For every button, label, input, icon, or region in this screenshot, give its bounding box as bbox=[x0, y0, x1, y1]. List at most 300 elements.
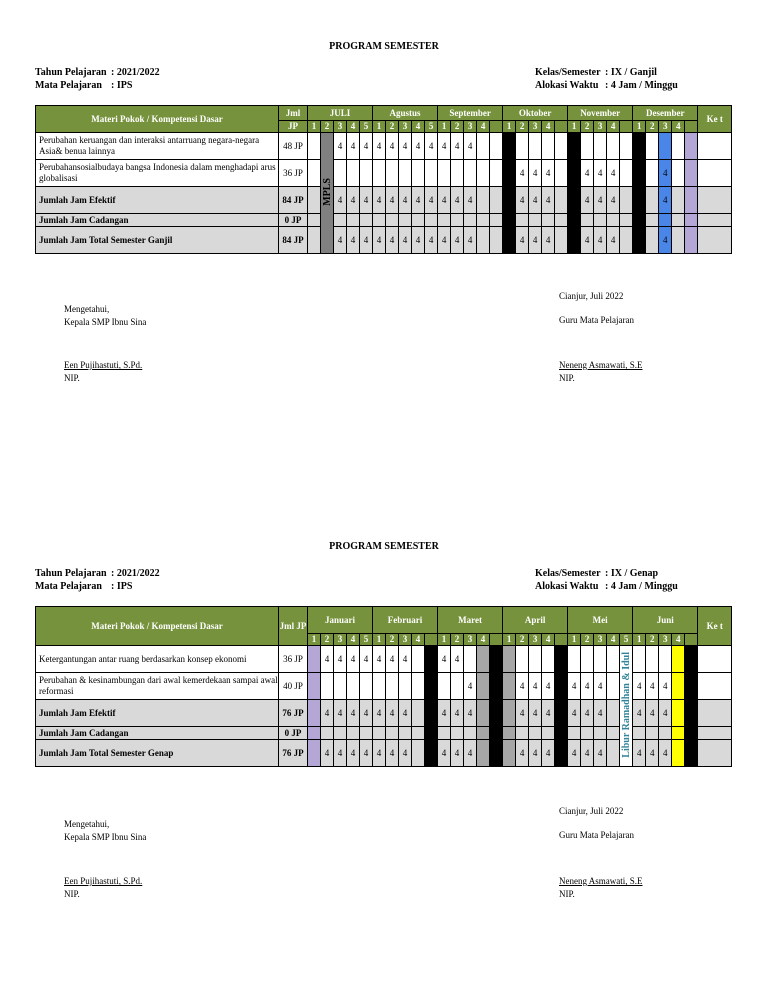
place-date-genap: Cianjur, Juli 2022 bbox=[559, 806, 624, 816]
week-cell: 4 bbox=[659, 227, 672, 254]
week-cell bbox=[477, 700, 490, 727]
week-cell bbox=[425, 214, 438, 227]
week-cell: 4 bbox=[529, 187, 542, 214]
week-cell bbox=[659, 214, 672, 227]
week-number: 3 bbox=[529, 121, 542, 133]
week-cell: 4 bbox=[633, 227, 646, 254]
week-cell bbox=[477, 673, 490, 700]
week-cell bbox=[308, 673, 321, 700]
kelas-label: Kelas/Semester bbox=[535, 67, 601, 78]
table-row bbox=[36, 160, 732, 187]
materi-cell: Jumlah Jam Total Semester Ganjil bbox=[36, 227, 279, 254]
week-number: 3 bbox=[529, 634, 542, 646]
week-cell: 4 bbox=[633, 187, 646, 214]
week-cell: 4 bbox=[581, 740, 594, 767]
week-cell bbox=[490, 673, 503, 700]
week-cell bbox=[516, 133, 529, 160]
week-cell bbox=[542, 646, 555, 673]
week-number: 4 bbox=[607, 121, 620, 133]
week-cell bbox=[360, 214, 373, 227]
week-cell bbox=[451, 160, 464, 187]
week-cell: 4 bbox=[425, 187, 438, 214]
ket-cell bbox=[698, 133, 732, 160]
week-cell: 4 bbox=[399, 133, 412, 160]
week-cell bbox=[672, 214, 685, 227]
week-cell bbox=[490, 740, 503, 767]
week-cell bbox=[373, 214, 386, 227]
week-cell: 4 bbox=[581, 160, 594, 187]
week-cell bbox=[607, 740, 620, 767]
header-materi: Materi Pokok / Kompetensi Dasar bbox=[36, 106, 279, 133]
week-cell bbox=[685, 740, 698, 767]
week-cell bbox=[646, 646, 659, 673]
week-cell: 4 bbox=[633, 740, 646, 767]
week-cell: 4 bbox=[451, 187, 464, 214]
week-cell bbox=[529, 646, 542, 673]
week-number: 2 bbox=[516, 634, 529, 646]
week-cell bbox=[581, 214, 594, 227]
week-cell: 4 bbox=[503, 227, 516, 254]
week-cell bbox=[607, 133, 620, 160]
week-cell: 4 bbox=[438, 646, 451, 673]
week-number: 2 bbox=[321, 121, 334, 133]
week-cell bbox=[620, 160, 633, 187]
month-header: Maret bbox=[438, 607, 503, 634]
week-number bbox=[490, 121, 503, 133]
week-cell: 4 bbox=[412, 227, 425, 254]
week-cell: 4 bbox=[386, 187, 399, 214]
week-cell bbox=[685, 700, 698, 727]
week-number: 5 bbox=[425, 121, 438, 133]
week-number: 5 bbox=[360, 121, 373, 133]
week-cell: 4 bbox=[334, 227, 347, 254]
materi-cell: Ketergantungan antar ruang berdasarkan konsep ekonomi bbox=[36, 646, 279, 673]
week-number: 1 bbox=[568, 634, 581, 646]
month-header: Januari bbox=[308, 607, 373, 634]
table-row bbox=[36, 646, 732, 673]
ket-cell bbox=[698, 160, 732, 187]
header-materi: Materi Pokok / Kompetensi Dasar bbox=[36, 607, 279, 646]
week-cell bbox=[438, 214, 451, 227]
week-cell bbox=[607, 646, 620, 673]
mpls-cell bbox=[321, 133, 334, 254]
week-cell bbox=[607, 727, 620, 740]
week-cell: 4 bbox=[334, 740, 347, 767]
week-cell: 4 bbox=[529, 740, 542, 767]
week-cell bbox=[386, 673, 399, 700]
week-cell bbox=[464, 214, 477, 227]
week-cell: 4 bbox=[594, 160, 607, 187]
guru-name: Neneng Asmawati, S.E bbox=[559, 876, 643, 886]
week-cell bbox=[503, 214, 516, 227]
jp-cell: 84 JP bbox=[279, 187, 308, 214]
week-cell: 4 bbox=[386, 700, 399, 727]
week-cell bbox=[672, 227, 685, 254]
week-cell bbox=[633, 727, 646, 740]
week-cell: 4 bbox=[568, 187, 581, 214]
materi-cell: Perubahansosialbudaya bangsa Indonesia dalam menghadapi arus globalisasi bbox=[36, 160, 279, 187]
kepala-name: Een Pujihastuti, S.Pd. bbox=[64, 360, 143, 370]
week-cell bbox=[477, 187, 490, 214]
week-cell: 4 bbox=[438, 133, 451, 160]
week-number: 1 bbox=[438, 634, 451, 646]
week-cell: 4 bbox=[438, 740, 451, 767]
week-cell bbox=[308, 160, 321, 187]
week-cell: 4 bbox=[646, 740, 659, 767]
program-semester-table-ganjil bbox=[35, 105, 732, 254]
week-cell bbox=[685, 160, 698, 187]
week-number: 3 bbox=[399, 634, 412, 646]
week-cell: 4 bbox=[607, 227, 620, 254]
week-cell bbox=[308, 227, 321, 254]
week-cell bbox=[672, 187, 685, 214]
week-cell bbox=[568, 646, 581, 673]
week-cell bbox=[308, 133, 321, 160]
week-cell bbox=[503, 727, 516, 740]
week-number: 2 bbox=[451, 634, 464, 646]
week-cell bbox=[594, 727, 607, 740]
week-cell bbox=[672, 160, 685, 187]
week-cell bbox=[412, 646, 425, 673]
week-cell bbox=[464, 727, 477, 740]
meta-left-genap bbox=[35, 567, 160, 593]
ket-cell bbox=[698, 214, 732, 227]
week-cell: 4 bbox=[386, 227, 399, 254]
week-cell: 4 bbox=[464, 700, 477, 727]
tahun-label: Tahun Pelajaran bbox=[35, 67, 107, 78]
week-cell: 4 bbox=[529, 700, 542, 727]
week-cell bbox=[412, 700, 425, 727]
week-cell: 4 bbox=[399, 227, 412, 254]
week-cell bbox=[321, 673, 334, 700]
mapel-value: : IPS bbox=[111, 581, 133, 592]
table-row bbox=[36, 187, 732, 214]
week-cell: 4 bbox=[503, 133, 516, 160]
ket-cell bbox=[698, 646, 732, 673]
week-cell bbox=[555, 727, 568, 740]
week-cell: 4 bbox=[581, 673, 594, 700]
week-cell: 4 bbox=[568, 673, 581, 700]
month-header: April bbox=[503, 607, 568, 634]
week-cell bbox=[555, 187, 568, 214]
week-cell bbox=[386, 214, 399, 227]
week-cell bbox=[490, 214, 503, 227]
week-cell bbox=[568, 214, 581, 227]
week-cell bbox=[425, 700, 438, 727]
week-cell bbox=[685, 187, 698, 214]
week-cell bbox=[503, 700, 516, 727]
week-cell bbox=[334, 673, 347, 700]
week-cell: 4 bbox=[529, 160, 542, 187]
header-jml: Jml bbox=[279, 106, 308, 121]
week-cell: 4 bbox=[347, 227, 360, 254]
week-cell bbox=[685, 227, 698, 254]
month-header: Agustus bbox=[373, 106, 438, 121]
week-cell bbox=[555, 133, 568, 160]
jp-cell: 36 JP bbox=[279, 160, 308, 187]
week-cell bbox=[659, 646, 672, 673]
week-number bbox=[425, 634, 438, 646]
guru-label-ganjil: Guru Mata Pelajaran bbox=[559, 315, 634, 325]
header-ket: Ke t bbox=[698, 607, 732, 646]
week-cell: 4 bbox=[529, 227, 542, 254]
kepala-nip: NIP. bbox=[64, 889, 80, 899]
week-number bbox=[555, 634, 568, 646]
week-cell: 4 bbox=[399, 646, 412, 673]
week-cell: 4 bbox=[516, 673, 529, 700]
week-cell bbox=[477, 160, 490, 187]
week-cell bbox=[308, 646, 321, 673]
week-cell bbox=[581, 133, 594, 160]
mapel-label: Mata Pelajaran bbox=[35, 581, 102, 592]
week-cell bbox=[503, 160, 516, 187]
week-cell: 4 bbox=[360, 646, 373, 673]
week-cell bbox=[581, 646, 594, 673]
week-number: 3 bbox=[659, 634, 672, 646]
week-cell: 4 bbox=[594, 700, 607, 727]
week-cell: 4 bbox=[347, 740, 360, 767]
week-cell: 4 bbox=[516, 227, 529, 254]
week-cell bbox=[672, 133, 685, 160]
kelas-value: : IX / Ganjil bbox=[605, 67, 657, 78]
week-cell: 4 bbox=[542, 187, 555, 214]
week-number: 1 bbox=[373, 121, 386, 133]
week-number: 2 bbox=[386, 634, 399, 646]
week-number bbox=[685, 634, 698, 646]
week-cell: 4 bbox=[347, 700, 360, 727]
week-cell: 4 bbox=[594, 227, 607, 254]
week-number: 4 bbox=[672, 634, 685, 646]
week-cell bbox=[646, 227, 659, 254]
week-number bbox=[555, 121, 568, 133]
week-number: 1 bbox=[438, 121, 451, 133]
page-title-ganjil: PROGRAM SEMESTER bbox=[329, 41, 439, 52]
ket-cell bbox=[698, 227, 732, 254]
week-cell bbox=[503, 673, 516, 700]
week-cell: 4 bbox=[373, 700, 386, 727]
mengetahui-label: Mengetahui, bbox=[64, 819, 110, 829]
month-header: Februari bbox=[373, 607, 438, 634]
week-cell bbox=[412, 160, 425, 187]
week-cell: 4 bbox=[633, 673, 646, 700]
week-cell bbox=[451, 673, 464, 700]
week-cell bbox=[490, 187, 503, 214]
jp-cell: 76 JP bbox=[279, 740, 308, 767]
week-cell bbox=[334, 214, 347, 227]
week-cell bbox=[685, 673, 698, 700]
signature-name-right-ganjil bbox=[559, 359, 643, 385]
week-cell: 4 bbox=[581, 700, 594, 727]
month-header: November bbox=[568, 106, 633, 121]
week-cell: 4 bbox=[373, 133, 386, 160]
materi-cell: Jumlah Jam Total Semester Genap bbox=[36, 740, 279, 767]
week-cell bbox=[308, 727, 321, 740]
week-cell bbox=[425, 160, 438, 187]
week-cell bbox=[555, 160, 568, 187]
week-cell bbox=[646, 133, 659, 160]
guru-nip: NIP. bbox=[559, 373, 575, 383]
week-cell bbox=[646, 214, 659, 227]
alokasi-label: Alokasi Waktu bbox=[535, 581, 599, 592]
week-number: 2 bbox=[386, 121, 399, 133]
week-cell bbox=[594, 133, 607, 160]
week-cell: 4 bbox=[464, 227, 477, 254]
jp-cell: 0 JP bbox=[279, 727, 308, 740]
week-number: 4 bbox=[412, 121, 425, 133]
week-number: 4 bbox=[542, 121, 555, 133]
guru-label-genap: Guru Mata Pelajaran bbox=[559, 830, 634, 840]
week-number: 1 bbox=[308, 121, 321, 133]
week-cell bbox=[399, 160, 412, 187]
week-cell bbox=[581, 727, 594, 740]
week-cell bbox=[555, 646, 568, 673]
week-number: 3 bbox=[594, 121, 607, 133]
week-cell: 4 bbox=[503, 187, 516, 214]
week-cell bbox=[607, 673, 620, 700]
week-number: 5 bbox=[360, 634, 373, 646]
week-cell: 4 bbox=[373, 187, 386, 214]
week-cell bbox=[399, 673, 412, 700]
week-cell: 4 bbox=[347, 187, 360, 214]
week-cell bbox=[347, 673, 360, 700]
week-number: 4 bbox=[412, 634, 425, 646]
week-cell: 4 bbox=[386, 646, 399, 673]
week-cell bbox=[607, 214, 620, 227]
week-number: 4 bbox=[542, 634, 555, 646]
week-cell: 4 bbox=[568, 227, 581, 254]
week-cell: 4 bbox=[568, 160, 581, 187]
materi-cell: Perubahan keruangan dan interaksi antarruang negara-negara Asia& benua lainnya bbox=[36, 133, 279, 160]
week-cell: 4 bbox=[321, 646, 334, 673]
libur-label: Libur Ramadhan & Idul bbox=[620, 651, 632, 758]
week-cell: 4 bbox=[334, 700, 347, 727]
week-cell bbox=[425, 740, 438, 767]
week-cell: 4 bbox=[542, 700, 555, 727]
week-cell: 4 bbox=[360, 700, 373, 727]
week-cell bbox=[373, 727, 386, 740]
week-cell bbox=[490, 227, 503, 254]
week-cell bbox=[555, 673, 568, 700]
week-number: 3 bbox=[659, 121, 672, 133]
week-cell bbox=[347, 160, 360, 187]
meta-right-ganjil bbox=[535, 66, 678, 92]
week-cell: 4 bbox=[321, 740, 334, 767]
week-cell bbox=[529, 133, 542, 160]
week-cell bbox=[633, 646, 646, 673]
week-cell: 4 bbox=[321, 700, 334, 727]
mengetahui-label: Mengetahui, bbox=[64, 304, 110, 314]
week-cell bbox=[334, 727, 347, 740]
materi-cell: Jumlah Jam Efektif bbox=[36, 700, 279, 727]
week-cell: 4 bbox=[412, 133, 425, 160]
week-cell bbox=[620, 227, 633, 254]
week-number bbox=[490, 634, 503, 646]
week-cell: 4 bbox=[529, 673, 542, 700]
week-number: 1 bbox=[308, 634, 321, 646]
week-cell: 4 bbox=[334, 133, 347, 160]
week-cell bbox=[685, 727, 698, 740]
week-cell bbox=[308, 740, 321, 767]
week-number: 2 bbox=[321, 634, 334, 646]
week-cell: 4 bbox=[568, 740, 581, 767]
week-cell bbox=[620, 187, 633, 214]
month-header: Oktober bbox=[503, 106, 568, 121]
week-cell bbox=[490, 646, 503, 673]
tahun-value: : 2021/2022 bbox=[111, 67, 160, 78]
kepala-name: Een Pujihastuti, S.Pd. bbox=[64, 876, 143, 886]
week-number: 2 bbox=[516, 121, 529, 133]
week-cell bbox=[685, 133, 698, 160]
week-cell: 4 bbox=[347, 133, 360, 160]
week-cell bbox=[659, 133, 672, 160]
week-cell: 4 bbox=[516, 187, 529, 214]
week-cell bbox=[516, 646, 529, 673]
week-cell: 4 bbox=[438, 700, 451, 727]
week-cell bbox=[373, 673, 386, 700]
week-cell bbox=[477, 133, 490, 160]
week-cell: 4 bbox=[451, 700, 464, 727]
week-cell bbox=[568, 133, 581, 160]
week-cell: 4 bbox=[464, 673, 477, 700]
signature-name-right-genap bbox=[559, 875, 643, 901]
guru-nip: NIP. bbox=[559, 889, 575, 899]
week-cell: 4 bbox=[451, 646, 464, 673]
week-cell: 4 bbox=[386, 133, 399, 160]
week-cell bbox=[308, 214, 321, 227]
meta-right-genap bbox=[535, 567, 678, 593]
table-row bbox=[36, 214, 732, 227]
week-cell bbox=[646, 727, 659, 740]
week-cell: 4 bbox=[568, 700, 581, 727]
week-cell bbox=[360, 673, 373, 700]
ket-cell bbox=[698, 187, 732, 214]
week-cell bbox=[399, 727, 412, 740]
month-header: September bbox=[438, 106, 503, 121]
week-cell: 4 bbox=[412, 187, 425, 214]
week-cell bbox=[594, 214, 607, 227]
week-cell bbox=[399, 214, 412, 227]
week-cell: 4 bbox=[399, 187, 412, 214]
page-title-genap: PROGRAM SEMESTER bbox=[329, 541, 439, 552]
signature-left-ganjil bbox=[64, 303, 146, 329]
week-cell bbox=[412, 740, 425, 767]
week-number: 4 bbox=[477, 121, 490, 133]
week-cell: 4 bbox=[425, 227, 438, 254]
alokasi-value: : 4 Jam / Minggu bbox=[605, 581, 678, 592]
week-cell: 4 bbox=[451, 740, 464, 767]
week-number: 3 bbox=[334, 121, 347, 133]
alokasi-value: : 4 Jam / Minggu bbox=[605, 80, 678, 91]
week-cell bbox=[646, 187, 659, 214]
week-cell bbox=[412, 673, 425, 700]
week-cell bbox=[347, 727, 360, 740]
guru-name: Neneng Asmawati, S.E bbox=[559, 360, 643, 370]
week-cell: 4 bbox=[646, 673, 659, 700]
week-number: 4 bbox=[347, 121, 360, 133]
week-number: 4 bbox=[672, 121, 685, 133]
libur-cell bbox=[620, 646, 633, 767]
meta-left-ganjil bbox=[35, 66, 160, 92]
week-cell: 4 bbox=[659, 740, 672, 767]
week-cell: 4 bbox=[516, 160, 529, 187]
week-cell: 4 bbox=[542, 160, 555, 187]
week-cell bbox=[490, 160, 503, 187]
week-cell bbox=[646, 160, 659, 187]
week-cell: 4 bbox=[464, 133, 477, 160]
week-cell: 4 bbox=[464, 740, 477, 767]
week-cell bbox=[672, 673, 685, 700]
week-cell: 4 bbox=[399, 740, 412, 767]
